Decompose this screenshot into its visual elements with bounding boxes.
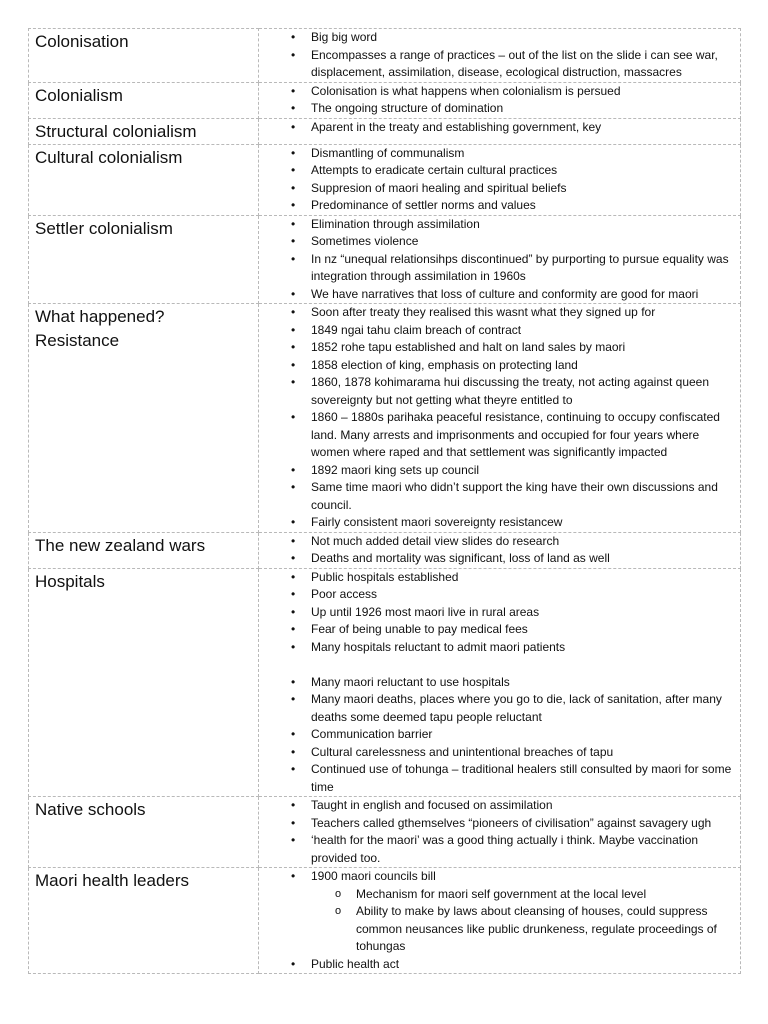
bullet-icon: •: [291, 744, 296, 759]
bullet-text: Taught in english and focused on assimilation: [311, 798, 553, 812]
sub-bullet-icon: o: [335, 887, 342, 900]
bullet-text: Aparent in the treaty and establishing government, key: [311, 119, 602, 134]
bullet-text: Soon after treaty they realised this wasnt what they signed up for: [311, 305, 656, 319]
bullet-icon: •: [291, 869, 296, 883]
bullet-text: Dismantling of communalism: [311, 145, 465, 160]
bullet-icon: •: [291, 569, 296, 584]
notes-table-body: [29, 29, 741, 974]
bullet-item: [291, 180, 734, 198]
bullet-icon: •: [291, 551, 296, 565]
bullet-icon: •: [291, 340, 296, 354]
bullet-item: [291, 83, 734, 101]
bullet-icon: •: [291, 216, 296, 231]
bullet-icon: •: [291, 234, 296, 248]
bullet-icon: •: [291, 798, 296, 812]
bullet-item: [291, 322, 734, 340]
term-cell: [29, 304, 259, 533]
bullet-icon: •: [291, 47, 296, 62]
bullet-text: Ability to make by laws about cleansing of houses, could suppress common neusances like public drunkeness, regulate proceedings of tohungas: [356, 904, 717, 953]
bullet-item: [291, 251, 734, 286]
bullet-list: [259, 868, 734, 973]
bullet-icon: •: [291, 515, 296, 529]
bullet-text: Attempts to eradicate certain cultural practices: [311, 163, 558, 177]
term-cell: [29, 532, 259, 568]
bullet-item: [291, 374, 734, 409]
bullet-icon: •: [291, 622, 296, 636]
term-cell: [29, 215, 259, 304]
bullet-item: [291, 514, 734, 532]
bullet-item: [291, 569, 734, 587]
bullet-text: In nz “unequal relationsihps discontinued” by purporting to pursue equality was integration through assimilation in 1960s: [311, 251, 729, 283]
bullet-list: [259, 569, 734, 797]
bullet-text: 1892 maori king sets up council: [311, 462, 480, 477]
sub-list-holder: [311, 886, 734, 956]
note-row: [29, 215, 741, 304]
term-cell: [29, 144, 259, 215]
bullet-icon: •: [291, 604, 296, 619]
bullet-icon: •: [291, 587, 296, 601]
bullet-text: Encompasses a range of practices – out of the list on the slide i can see war, displacement, assimilation, disease, ecological distruction, massacres: [311, 47, 718, 79]
note-row: [29, 29, 741, 83]
bullet-item: [291, 674, 734, 692]
bullet-icon: •: [291, 163, 296, 177]
bullet-text: Fear of being unable to pay medical fees: [311, 622, 528, 636]
bullet-item: [291, 639, 734, 657]
bullet-item: [291, 162, 734, 180]
bullet-icon: •: [291, 305, 296, 319]
note-row: [29, 304, 741, 533]
note-row: [29, 144, 741, 215]
term-label: What happened? Resistance: [35, 307, 165, 350]
bullet-item: [291, 586, 734, 604]
term-label: Colonisation: [35, 32, 129, 51]
bullet-item: [291, 216, 734, 234]
bullet-icon: •: [291, 198, 296, 212]
note-row: [29, 797, 741, 868]
bullet-icon: •: [291, 286, 296, 301]
bullet-text: Elimination through assimilation: [311, 216, 480, 231]
bullet-icon: •: [291, 101, 296, 115]
term-label: Native schools: [35, 800, 146, 819]
bullet-icon: •: [291, 480, 296, 494]
bullet-item: [291, 550, 734, 568]
description-cell: [259, 118, 741, 144]
term-cell: [29, 797, 259, 868]
term-cell: [29, 118, 259, 144]
description-cell: [259, 29, 741, 83]
bullet-text: 1900 maori councils bill: [311, 869, 436, 883]
bullet-list: [259, 304, 734, 532]
bullet-item: [291, 744, 734, 762]
bullet-item: [291, 761, 734, 796]
description-cell: [259, 304, 741, 533]
bullet-list: [259, 119, 734, 137]
description-cell: [259, 215, 741, 304]
bullet-icon: •: [291, 145, 296, 160]
sub-bullet-icon: o: [335, 905, 342, 917]
term-label: The new zealand wars: [35, 535, 206, 555]
bullet-text: Colonisation is what happens when colonialism is persued: [311, 83, 621, 98]
bullet-text: Predominance of settler norms and values: [311, 198, 536, 212]
bullet-text: Big big word: [311, 30, 378, 44]
term-label: Maori health leaders: [35, 871, 190, 890]
sub-bullet-item: [335, 903, 734, 956]
bullet-item: [291, 691, 734, 726]
bullet-item: [291, 868, 734, 886]
description-cell: [259, 568, 741, 797]
bullet-text: Same time maori who didn’t support the king have their own discussions and council.: [311, 480, 718, 512]
description-cell: [259, 532, 741, 568]
bullet-icon: •: [291, 357, 296, 372]
bullet-icon: •: [291, 692, 296, 706]
term-cell: [29, 82, 259, 118]
bullet-item: [291, 29, 734, 47]
bullet-item: [291, 286, 734, 304]
bullet-item: [291, 479, 734, 514]
notes-table: [28, 28, 741, 974]
bullet-text: Communication barrier: [311, 727, 433, 741]
bullet-list: [259, 797, 734, 867]
bullet-item: [291, 409, 734, 462]
bullet-item: [291, 956, 734, 974]
term-label: Hospitals: [35, 571, 105, 591]
term-cell: [29, 868, 259, 974]
description-cell: [259, 868, 741, 974]
note-row: [29, 868, 741, 974]
bullet-item: [291, 533, 734, 551]
note-row: [29, 82, 741, 118]
bullet-text: Cultural carelessness and unintentional breaches of tapu: [311, 744, 614, 759]
bullet-icon: •: [291, 180, 296, 195]
bullet-list: [259, 216, 734, 304]
bullet-list: [259, 83, 734, 118]
bullet-text: 1860 – 1880s parihaka peaceful resistance, continuing to occupy confiscated land. Many arrests and imprisonments and occupied for four years where women where raped and that settlement was significantly impacted: [311, 410, 720, 459]
bullet-icon: •: [291, 251, 296, 266]
bullet-icon: •: [291, 375, 296, 389]
bullet-icon: •: [291, 83, 296, 98]
bullet-item: [291, 197, 734, 215]
term-label: Settler colonialism: [35, 218, 173, 238]
term-cell: [29, 29, 259, 83]
term-label: Cultural colonialism: [35, 147, 183, 167]
term-label: Colonialism: [35, 85, 123, 105]
bullet-item: [291, 100, 734, 118]
bullet-list: [259, 29, 734, 82]
bullet-item: [291, 145, 734, 163]
bullet-item: [291, 832, 734, 867]
bullet-text: 1858 election of king, emphasis on protecting land: [311, 357, 578, 372]
bullet-text: 1849 ngai tahu claim breach of contract: [311, 322, 522, 337]
bullet-text: Fairly consistent maori sovereignty resistancew: [311, 515, 563, 529]
bullet-text: Public health act: [311, 956, 400, 971]
bullet-text: Continued use of tohunga – traditional healers still consulted by maori for some time: [311, 762, 732, 794]
bullet-icon: •: [291, 833, 296, 847]
term-label: Structural colonialism: [35, 121, 197, 141]
description-cell: [259, 144, 741, 215]
bullet-list: [259, 145, 734, 215]
bullet-icon: •: [291, 410, 296, 424]
bullet-text: 1852 rohe tapu established and halt on land sales by maori: [311, 340, 626, 354]
bullet-text: Not much added detail view slides do research: [311, 533, 560, 548]
bullet-icon: •: [291, 762, 296, 776]
note-row: [29, 532, 741, 568]
bullet-text: Suppresion of maori healing and spiritual beliefs: [311, 180, 567, 195]
bullet-item: [291, 621, 734, 639]
bullet-text: ‘health for the maori’ was a good thing actually i think. Maybe vaccination provided too.: [311, 833, 699, 865]
bullet-item: [291, 357, 734, 375]
bullet-icon: •: [291, 727, 296, 741]
bullet-item: [291, 604, 734, 622]
bullet-item: [291, 47, 734, 82]
bullet-icon: •: [291, 674, 296, 689]
bullet-item: [291, 797, 734, 815]
bullet-item: [291, 339, 734, 357]
bullet-item: [291, 304, 734, 322]
note-row: [29, 118, 741, 144]
bullet-item: [291, 119, 734, 137]
term-cell: [29, 568, 259, 797]
bullet-icon: •: [291, 639, 296, 654]
bullet-icon: •: [291, 119, 296, 134]
bullet-icon: •: [291, 322, 296, 337]
bullet-text: 1860, 1878 kohimarama hui discussing the treaty, not acting against queen sovereignty but not getting what theyre entitled to: [311, 375, 710, 407]
bullet-item: [291, 815, 734, 833]
bullet-item: [291, 233, 734, 251]
bullet-icon: •: [291, 462, 296, 477]
bullet-icon: •: [291, 956, 296, 971]
bullet-text: We have narratives that loss of culture and conformity are good for maori: [311, 286, 699, 301]
note-row: [29, 568, 741, 797]
bullet-icon: •: [291, 30, 296, 44]
bullet-icon: •: [291, 815, 296, 830]
bullet-text: Teachers called gthemselves “pioneers of civilisation” against savagery ugh: [311, 815, 712, 830]
sub-bullet-list: [311, 886, 734, 956]
bullet-item: [291, 726, 734, 744]
bullet-text: Public hospitals established: [311, 569, 459, 584]
bullet-text: Many maori deaths, places where you go to die, lack of sanitation, after many deaths some deemed tapu people reluctant: [311, 692, 722, 724]
bullet-icon: •: [291, 533, 296, 548]
description-cell: [259, 797, 741, 868]
bullet-item: [291, 462, 734, 480]
bullet-text: The ongoing structure of domination: [311, 101, 504, 115]
bullet-text: Many hospitals reluctant to admit maori patients: [311, 639, 566, 654]
bullet-text: Deaths and mortality was significant, loss of land as well: [311, 551, 610, 565]
bullet-text: Mechanism for maori self government at the local level: [356, 886, 647, 901]
bullet-text: Poor access: [311, 587, 378, 601]
bullet-list: [259, 533, 734, 568]
bullet-text: Sometimes violence: [311, 234, 419, 248]
sub-bullet-item: [335, 886, 734, 904]
bullet-text: Many maori reluctant to use hospitals: [311, 674, 510, 689]
bullet-text: Up until 1926 most maori live in rural areas: [311, 604, 540, 619]
blank-line: [311, 656, 734, 674]
description-cell: [259, 82, 741, 118]
